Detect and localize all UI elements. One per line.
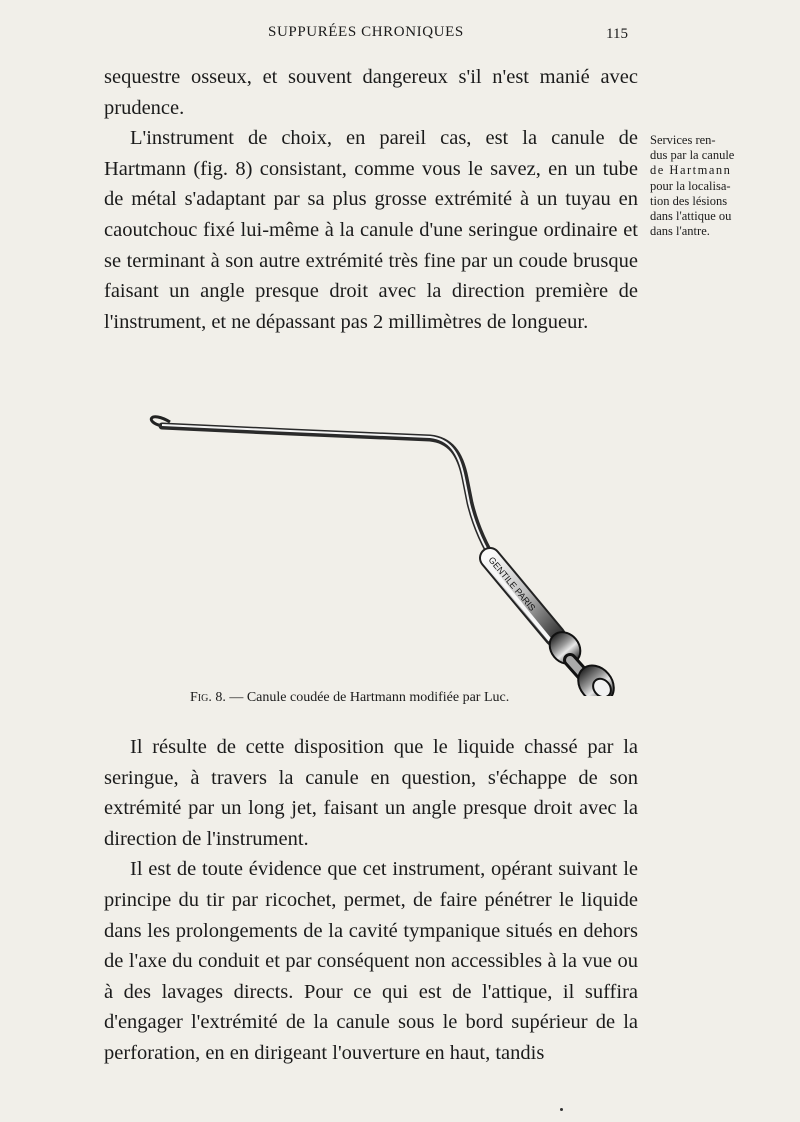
paragraph-continued: sequestre osseux, et souvent dangereux s'il n'est manié avec prudence. [104, 66, 638, 119]
figure-caption-text: Canule coudée de Hartmann modifiée par Luc. [246, 690, 510, 705]
figure-caption [190, 690, 509, 706]
running-title: SUPPURÉES CHRONIQUES [268, 24, 464, 40]
print-speck [560, 1108, 563, 1111]
page-number: 115 [606, 26, 628, 42]
figure-dash: — [229, 690, 244, 705]
figure-label: Fig. 8. [190, 690, 226, 705]
cannula-tube [162, 426, 496, 564]
margin-note-line: dans l'antre. [650, 224, 710, 239]
margin-note-line: Services ren- [650, 133, 716, 147]
margin-note-line: pour la localisa- [650, 178, 731, 193]
cannula-illustration [140, 408, 620, 696]
text-block-bottom [104, 732, 638, 1069]
margin-note-line: tion des lésions [650, 193, 728, 208]
margin-note-line: dus par la canule [650, 148, 735, 163]
paragraph-result: Il résulte de cette disposition que le liquide chassé par la seringue, à travers la canule en question, s'échappe de son extrémité par un long jet, faisant un angle presque droit avec la direction de l'instrument. [104, 736, 638, 850]
paragraph-evidence: Il est de toute évidence que cet instrument, opérant suivant le principe du tir par ricochet, permet, de faire pénétrer le liquide dans les prolongements de la cavité tympanique situés en dehors de l'axe du conduit et par conséquent non accessibles à la vue ou à des lavages directs. Pour ce qui est de l'attique, il suffira d'engager l'extrémité de la canule sous le bord supérieur de la perforation, en en dirigeant l'ouverture en haut, tandis [104, 858, 638, 1064]
margin-note-line: dans l'attique ou [650, 209, 732, 224]
paragraph-instrument: L'instrument de choix, en pareil cas, est la canule de Hartmann (fig. 8) consistant, comme vous le savez, en un tube de métal s'adaptant par sa plus grosse extrémité à un tuyau en caoutchouc fixé lui-même à la canule d'une seringue ordinaire et se terminant à son autre extrémité très fine par un coude brusque faisant un angle presque droit avec la direction première de l'instrument, et ne dépassant pas 2 millimètres de longueur. [104, 127, 638, 333]
margin-note-line: de Hartmann [650, 163, 732, 178]
text-block-top [104, 62, 638, 337]
cannula-handle [543, 626, 620, 696]
margin-note [650, 133, 762, 239]
cannula-engraving: GENTILE PARIS [486, 554, 538, 613]
